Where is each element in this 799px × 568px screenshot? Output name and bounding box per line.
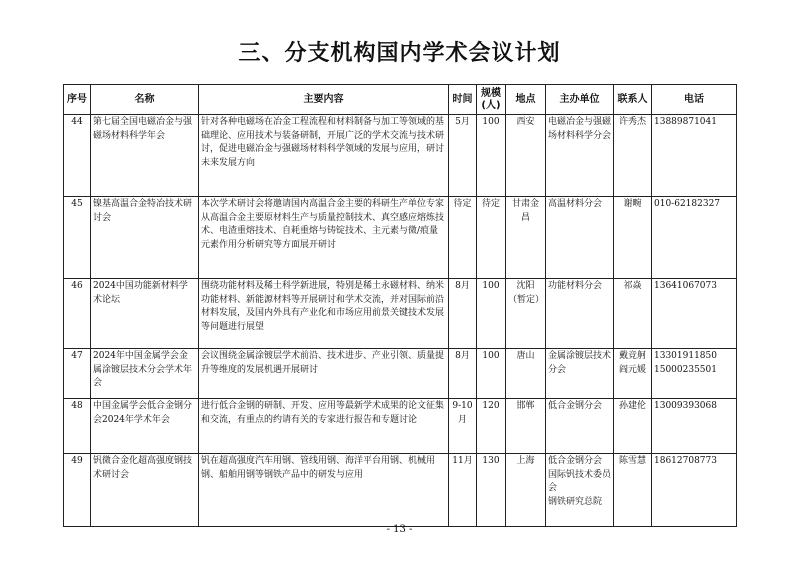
cell-organizer: 低合金钢分会 国际钒技术委员会 钢铁研究总院 — [546, 454, 614, 527]
cell-organizer: 电磁冶金与强磁场材料科学分会 — [546, 115, 614, 197]
cell-organizer: 功能材料分会 — [546, 279, 614, 349]
cell-scale: 100 — [477, 115, 506, 197]
header-cell: 主要内容 — [199, 85, 449, 115]
cell-place: 甘肃金昌 — [506, 197, 546, 279]
page-title: 三、分支机构国内学术会议计划 — [238, 41, 561, 66]
cell-place: 沈阳（暂定） — [506, 279, 546, 349]
table-row — [64, 279, 737, 349]
cell-scale: 130 — [477, 454, 506, 527]
table-row — [64, 197, 737, 279]
cell-organizer: 高温材料分会 — [546, 197, 614, 279]
cell-phone: 13641067073 — [652, 279, 737, 349]
cell-contact: 许秀杰 — [614, 115, 652, 197]
cell-phone: 18612708773 — [652, 454, 737, 527]
cell-name: 2024年中国金属学会金属涂镀层技术分会学术年会 — [91, 349, 199, 399]
cell-contact: 陈雪慧 — [614, 454, 652, 527]
header-cell: 序号 — [64, 85, 91, 115]
cell-organizer: 低合金钢分会 — [546, 399, 614, 454]
cell-phone: 13889871041 — [652, 115, 737, 197]
cell-time: 11月 — [449, 454, 477, 527]
cell-content: 针对各种电磁场在冶金工程流程和材料制备与加工等领域的基础理论、应用技术与装备研制，开展广泛的学术交流与技术研讨，促进电磁冶金与强磁场材料科学领域的发展与应用，研讨未来发展方向 — [199, 115, 449, 197]
cell-place: 西安 — [506, 115, 546, 197]
cell-no: 48 — [64, 399, 91, 454]
table-header-row — [64, 85, 737, 115]
table-row — [64, 115, 737, 197]
table-row — [64, 399, 737, 454]
cell-contact: 谢畹 — [614, 197, 652, 279]
cell-name: 镍基高温合金特冶技术研讨会 — [91, 197, 199, 279]
cell-no: 45 — [64, 197, 91, 279]
cell-no: 44 — [64, 115, 91, 197]
header-cell: 电话 — [652, 85, 737, 115]
cell-place: 上海 — [506, 454, 546, 527]
header-cell: 主办单位 — [546, 85, 614, 115]
cell-name: 钒微合金化超高强度钢技术研讨会 — [91, 454, 199, 527]
cell-content: 钒在超高强度汽车用钢、管线用钢、海洋平台用钢、机械用钢、船舶用钢等钢铁产品中的研发与应用 — [199, 454, 449, 527]
cell-scale: 120 — [477, 399, 506, 454]
cell-phone: 13009393068 — [652, 399, 737, 454]
header-cell: 联系人 — [614, 85, 652, 115]
conference-plan-table — [63, 84, 737, 527]
table-row — [64, 454, 737, 527]
cell-contact: 戴竞舸 阎元媛 — [614, 349, 652, 399]
cell-scale: 100 — [477, 279, 506, 349]
cell-phone: 13301911850 15000235501 — [652, 349, 737, 399]
cell-name: 第七届全国电磁冶金与强磁场材料科学年会 — [91, 115, 199, 197]
cell-scale: 100 — [477, 349, 506, 399]
cell-time: 9-10月 — [449, 399, 477, 454]
cell-time: 5月 — [449, 115, 477, 197]
header-cell: 时间 — [449, 85, 477, 115]
table-row — [64, 349, 737, 399]
cell-content: 围绕功能材料及稀土科学新进展，特别是稀土永磁材料、纳米功能材料、新能源材料等开展研讨和学术交流，并对国际前沿材料发展，及国内外具有产业化和市场应用前景关键技术发展等问题进行展望 — [199, 279, 449, 349]
cell-name: 2024中国功能新材料学术论坛 — [91, 279, 199, 349]
cell-no: 49 — [64, 454, 91, 527]
header-cell: 规模(人) — [477, 85, 506, 115]
cell-place: 邯郸 — [506, 399, 546, 454]
cell-contact: 祁焱 — [614, 279, 652, 349]
cell-content: 本次学术研讨会将邀请国内高温合金主要的科研生产单位专家从高温合金主要原材料生产与质量控制技术、真空感应熔炼技术、电渣重熔技术、自耗重熔与铸锭技术、主元素与微/痕量元素作用分析研究等方面展开研讨 — [199, 197, 449, 279]
cell-no: 47 — [64, 349, 91, 399]
cell-name: 中国金属学会低合金钢分会2024年学术年会 — [91, 399, 199, 454]
cell-organizer: 金属涂镀层技术分会 — [546, 349, 614, 399]
cell-phone: 010-62182327 — [652, 197, 737, 279]
header-cell: 地点 — [506, 85, 546, 115]
cell-content: 会议围绕金属涂镀层学术前沿、技术进步、产业引领、质量提升等维度的发展机遇开展研讨 — [199, 349, 449, 399]
cell-contact: 孙建伦 — [614, 399, 652, 454]
cell-content: 进行低合金钢的研制、开发、应用等最新学术成果的论文征集和交流，有重点的约请有关的专家进行报告和专题讨论 — [199, 399, 449, 454]
cell-scale: 待定 — [477, 197, 506, 279]
cell-time: 8月 — [449, 279, 477, 349]
cell-place: 唐山 — [506, 349, 546, 399]
page-number: - 13 - — [386, 524, 413, 535]
cell-time: 8月 — [449, 349, 477, 399]
header-cell: 名称 — [91, 85, 199, 115]
cell-no: 46 — [64, 279, 91, 349]
cell-time: 待定 — [449, 197, 477, 279]
